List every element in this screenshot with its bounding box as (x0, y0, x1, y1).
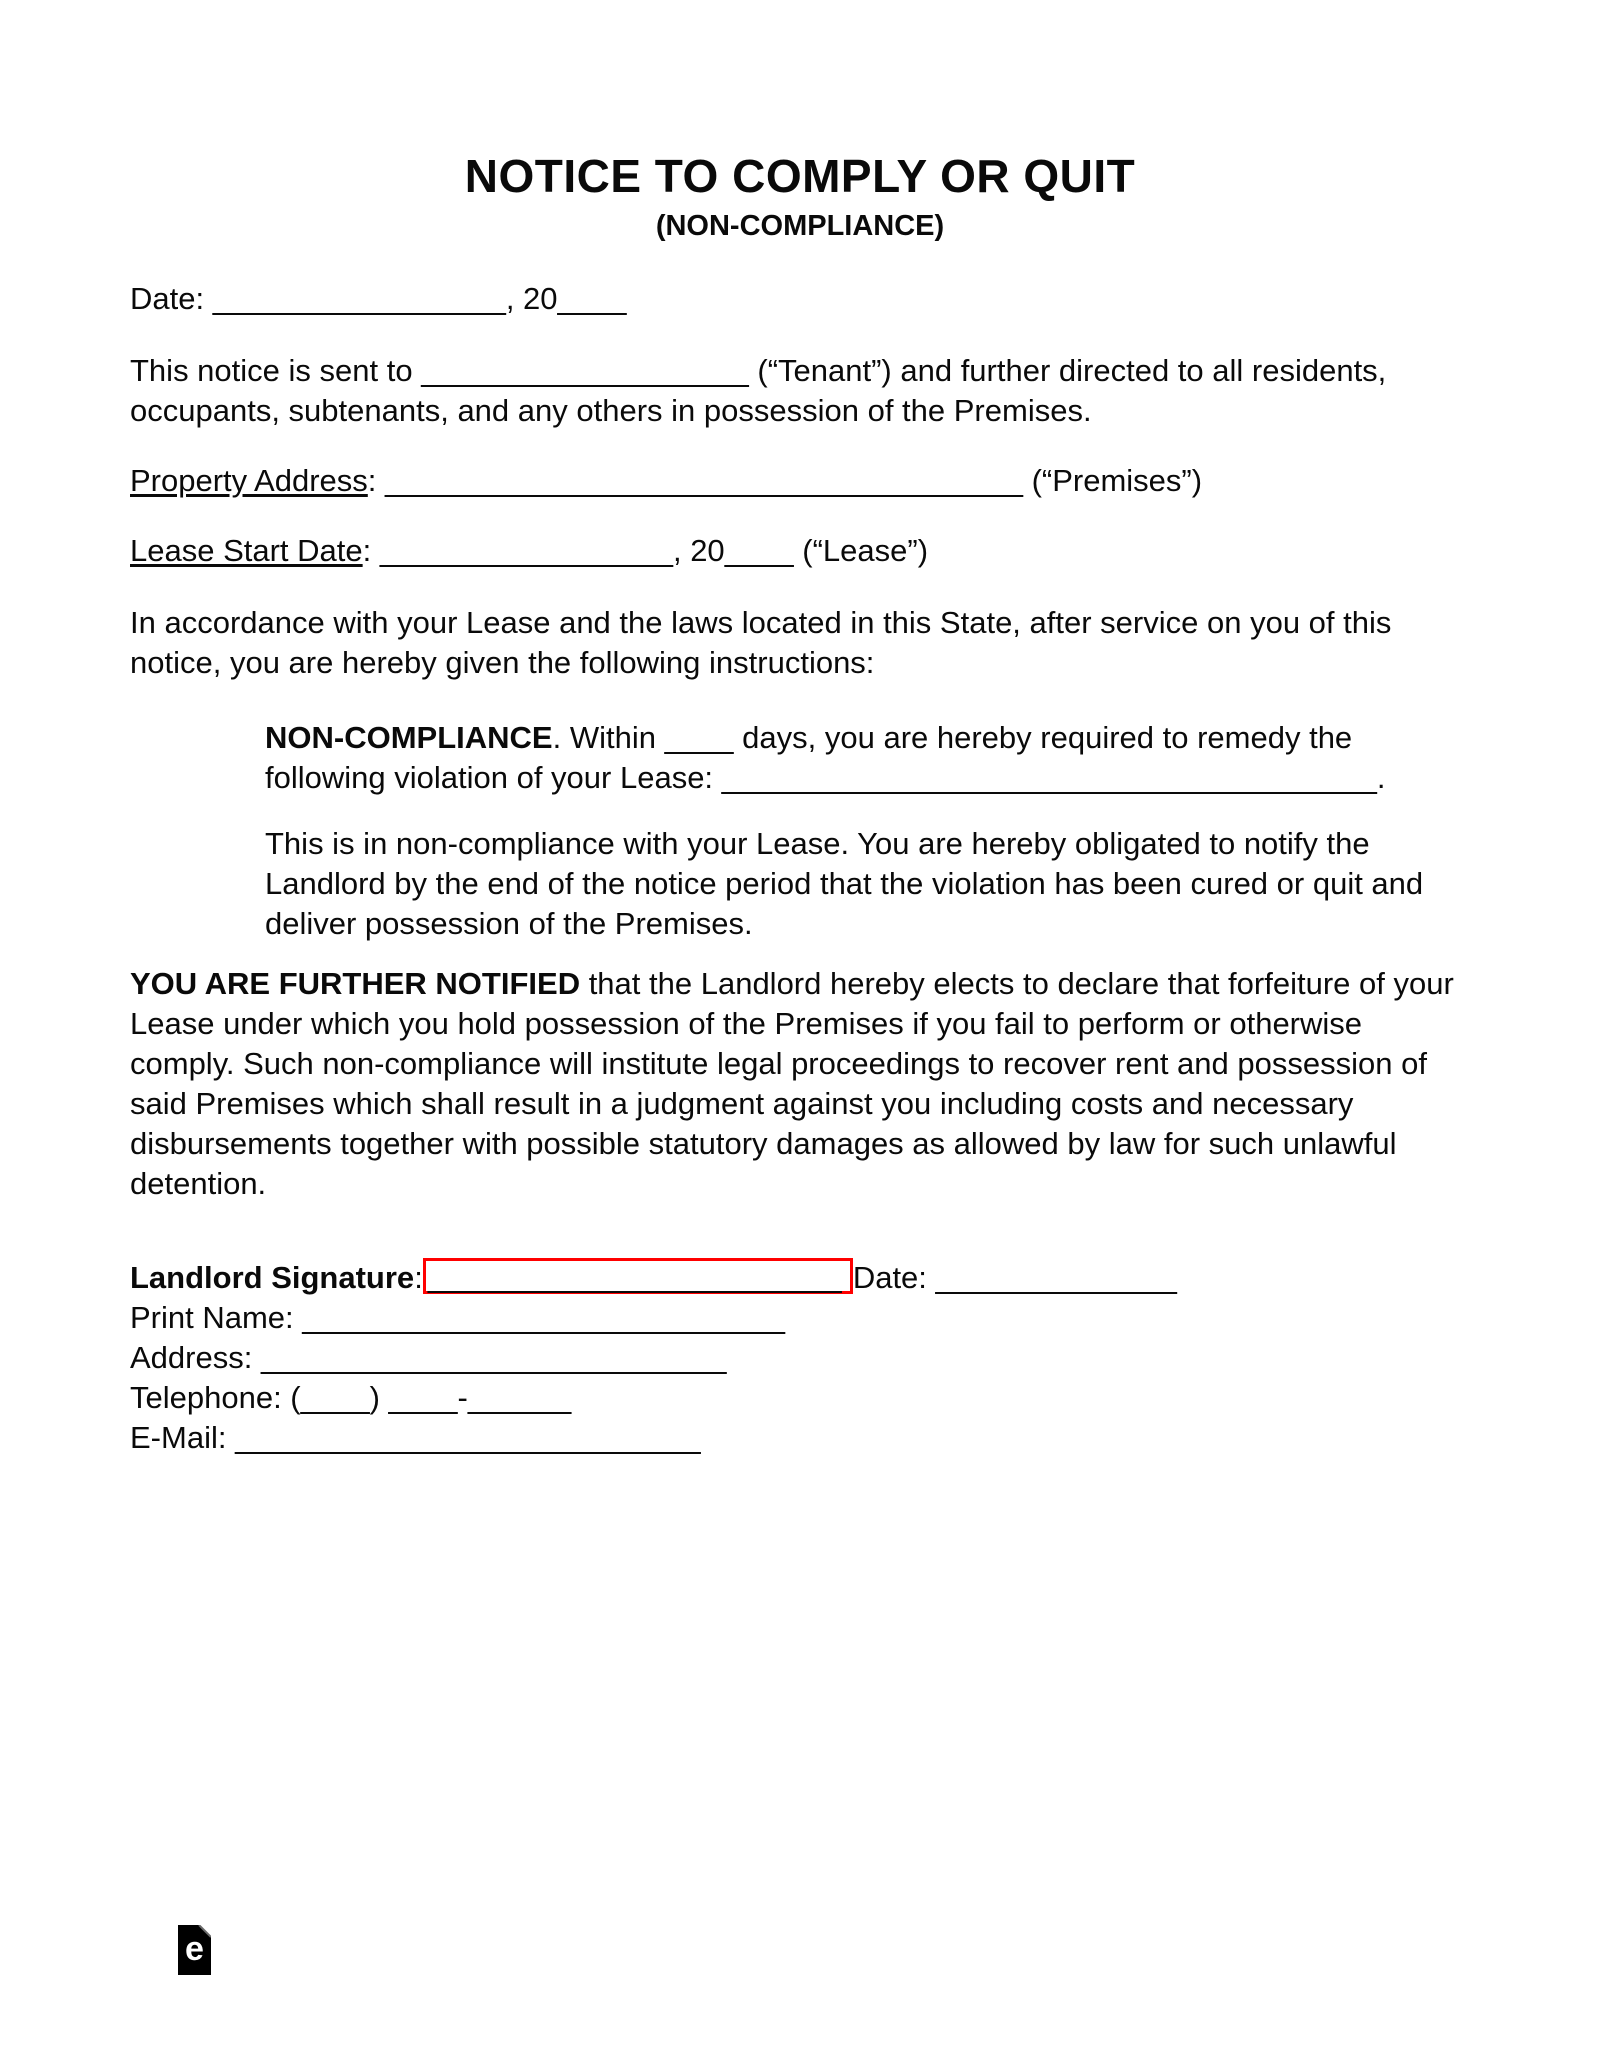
telephone-label: Telephone: ( (130, 1380, 301, 1415)
email-blank: ___________________________ (235, 1420, 701, 1455)
accordance-paragraph: In accordance with your Lease and the laws located in this State, after service on you of this notice, you are hereby given the following instructions: (130, 605, 1392, 680)
address-line (130, 1338, 1470, 1378)
lease-post: (“Lease”) (793, 533, 929, 568)
further-notified-text: that the Landlord hereby elects to declare that forfeiture of your Lease under which you hold possession of the Premises if you fail to perform or otherwise comply. Such non-compliance will institute legal proceedings to recover rent and possession of said Premises which shall result in a judgment against you including costs and necessary disbursements together with possible statutory damages as allowed by law for such unlawful detention. (130, 966, 1454, 1201)
signature-date-blank: ______________ (935, 1260, 1177, 1295)
lease-start-line (130, 531, 1470, 571)
further-notified-paragraph (130, 964, 1470, 1204)
eforms-logo (178, 1925, 211, 1975)
page-title: NOTICE TO COMPLY OR QUIT (464, 150, 1136, 202)
address-blank: ___________________________ (260, 1340, 727, 1375)
lease-colon: : (362, 533, 380, 568)
telephone-line (130, 1378, 1470, 1418)
address-label: Address: (130, 1340, 261, 1375)
print-name-blank: ____________________________ (302, 1300, 786, 1335)
lease-year-blank: ____ (724, 533, 794, 568)
tenant-blank: ___________________ (421, 353, 749, 388)
print-name-line (130, 1298, 1470, 1338)
landlord-signature-field[interactable] (423, 1258, 853, 1294)
telephone-dash: - (457, 1380, 468, 1415)
property-blank: _____________________________________ (385, 463, 1023, 498)
signature-field-underscores: ________________________ (427, 1259, 842, 1294)
date-year-blank: ____ (557, 281, 627, 316)
property-address-line (130, 461, 1470, 501)
lease-start-label: Lease Start Date (130, 533, 363, 568)
landlord-signature-label: Landlord Signature (130, 1260, 415, 1295)
noncompliance-heading: NON-COMPLIANCE (265, 720, 553, 755)
noncompliance-paragraph (265, 718, 1470, 798)
signature-date-label: Date: (852, 1260, 936, 1295)
date-blank: _________________ (212, 281, 506, 316)
eforms-logo-letter: e (185, 1930, 204, 1968)
cure-paragraph: This is in non-compliance with your Lease. You are hereby obligated to notify the Landlord by the end of the notice period that the violation has been cured or quit and deliver possession of the Premises. (265, 826, 1424, 941)
signature-block (130, 1258, 1470, 1458)
sent-to-pre: This notice is sent to (130, 353, 422, 388)
page-subtitle: (NON-COMPLIANCE) (655, 210, 945, 242)
days-blank: ____ (664, 720, 734, 755)
telephone-area-blank: ____ (300, 1380, 370, 1415)
date-label: Date: (130, 281, 213, 316)
property-post: (“Premises”) (1022, 463, 1203, 498)
sent-to-paragraph (130, 351, 1470, 431)
lease-date-blank: _________________ (379, 533, 673, 568)
property-colon: : (367, 463, 386, 498)
sent-to-post: (“Tenant”) and further directed to all residents, occupants, subtenants, and any others in possession of the Premises. (130, 353, 1387, 428)
email-line (130, 1418, 1470, 1458)
print-name-label: Print Name: (130, 1300, 303, 1335)
noncompliance-mid1: . Within (552, 720, 665, 755)
date-middle: , 20 (505, 281, 558, 316)
landlord-signature-line (130, 1258, 1470, 1298)
violation-blank: ______________________________________ (721, 760, 1377, 795)
landlord-signature-colon: : (414, 1260, 423, 1295)
noncompliance-mid2: days, you are hereby required to remedy the following violation of your Lease: (265, 720, 1353, 795)
telephone-end-blank: ______ (467, 1380, 572, 1415)
property-address-label: Property Address (130, 463, 368, 498)
telephone-close-paren: ) (369, 1380, 389, 1415)
noncompliance-period: . (1376, 760, 1386, 795)
date-line (130, 279, 1470, 319)
telephone-mid-blank: ____ (388, 1380, 458, 1415)
lease-middle: , 20 (672, 533, 725, 568)
email-label: E-Mail: (130, 1420, 236, 1455)
further-notified-heading: YOU ARE FURTHER NOTIFIED (130, 966, 581, 1001)
